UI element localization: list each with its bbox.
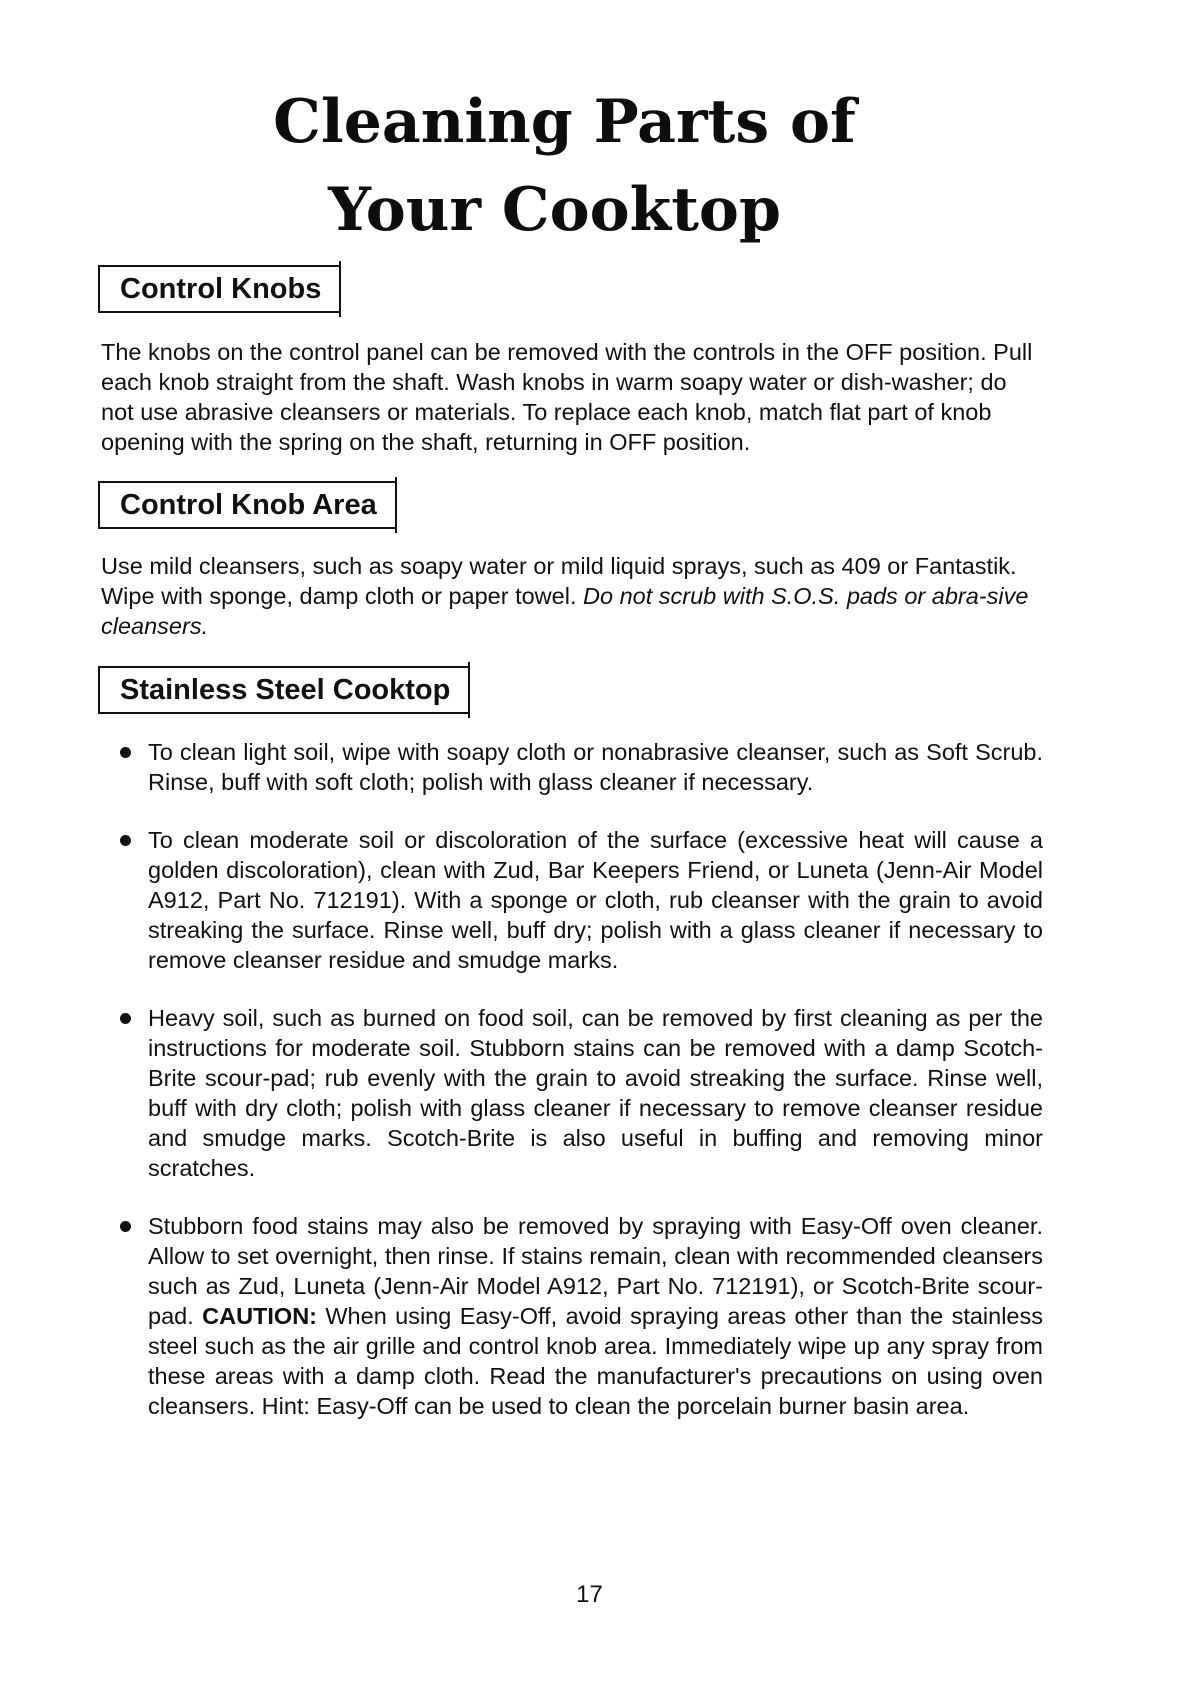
list-item — [118, 1003, 1043, 1183]
page-title — [0, 78, 1179, 254]
section-heading-stainless-steel-cooktop: Stainless Steel Cooktop — [98, 666, 470, 714]
caution-label: CAUTION: — [202, 1303, 317, 1329]
bullet-text: To clean light soil, wipe with soapy cloth or nonabrasive cleanser, such as Soft Scrub. Rinse, buff with soft cloth; polish with glass cleaner if necessary. — [148, 739, 1043, 795]
page-title-line-2: Your Cooktop — [328, 175, 781, 245]
control-knob-area-paragraph — [101, 551, 1043, 641]
bullet-text-before-caution: Stubborn food stains may also be removed by spraying with Easy-Off oven cleaner. Allow to set overnight, then rinse. If stains remain, clean with recommended cleansers such as Zud, Luneta (Jenn-Air Model A912, Part No. 712191), or Scotch-Brite scour-pad. — [148, 1213, 1043, 1329]
bullet-icon — [120, 747, 131, 758]
bullet-text: To clean moderate soil or discoloration of the surface (excessive heat will cause a golden discoloration), clean with Zud, Bar Keepers Friend, or Luneta (Jenn-Air Model A912, Part No. 712191). With a sponge or cloth, rub cleanser with the grain to avoid streaking the surface. Rinse well, buff dry; polish with a glass cleaner if necessary to remove cleanser residue and smudge marks. — [148, 827, 1043, 973]
bullet-text-after-caution: When using Easy-Off, avoid spraying areas other than the stainless steel such as the air grille and control knob area. Immediately wipe up any spray from these areas with a damp cloth. Read the manufacturer's precautions on using oven cleansers. Hint: Easy-Off can be used to clean the porcelain burner basin area. — [148, 1303, 1043, 1419]
control-knob-area-warning: Do not scrub with S.O.S. pads or abra-sive cleansers. — [101, 583, 1029, 639]
bullet-icon — [120, 1013, 131, 1024]
bullet-text: Heavy soil, such as burned on food soil, can be removed by first cleaning as per the instructions for moderate soil. Stubborn stains can be removed with a damp Scotch-Brite scour-pad; rub evenly with the grain to avoid streaking the surface. Rinse well, buff with dry cloth; polish with glass cleaner if necessary to remove cleanser residue and smudge marks. Scotch-Brite is also useful in buffing and removing minor scratches. — [148, 1005, 1043, 1181]
bullet-icon — [120, 1221, 131, 1232]
control-knobs-paragraph: The knobs on the control panel can be removed with the controls in the OFF position. Pull each knob straight from the shaft. Wash knobs in warm soapy water or dish-washer; do not use abrasive cleansers or materials. To replace each knob, match flat part of knob opening with the spring on the shaft, returning in OFF position. — [101, 339, 1033, 455]
control-knob-area-text: Use mild cleansers, such as soapy water or mild liquid sprays, such as 409 or Fantastik. Wipe with sponge, damp cloth or paper towel. — [101, 553, 1017, 609]
stainless-steel-bullet-list — [118, 737, 1043, 1421]
list-item — [118, 825, 1043, 975]
page-title-line-1: Cleaning Parts of — [273, 87, 856, 157]
page-number: 17 — [576, 1581, 603, 1608]
list-item — [118, 737, 1043, 797]
section-heading-control-knob-area: Control Knob Area — [98, 481, 397, 529]
section-heading-control-knobs: Control Knobs — [98, 265, 341, 313]
list-item — [118, 1211, 1043, 1421]
bullet-icon — [120, 835, 131, 846]
